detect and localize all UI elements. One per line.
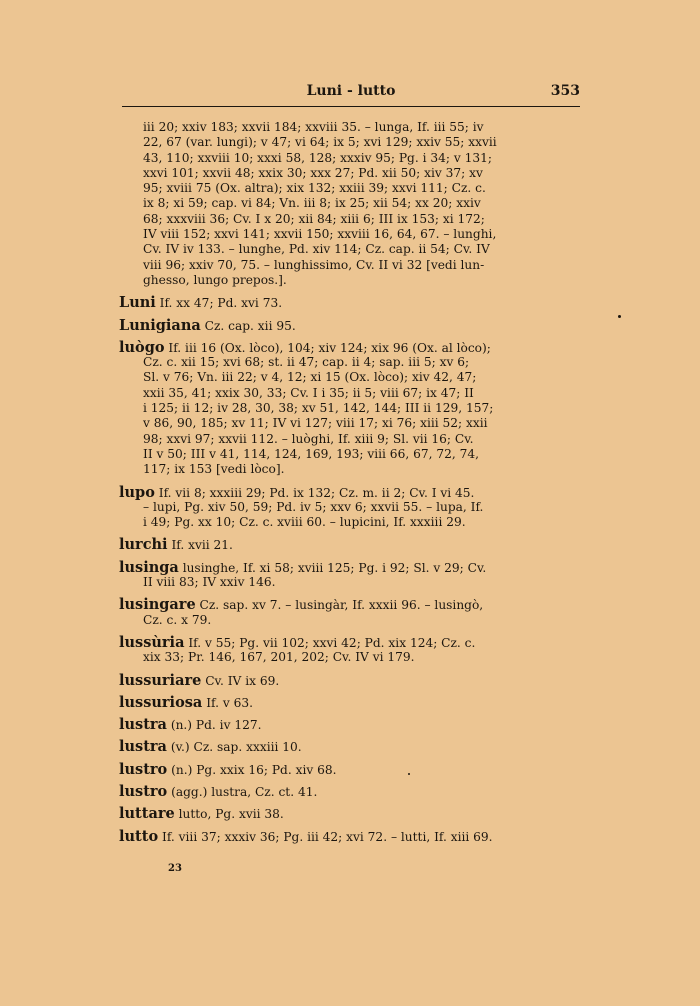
page-header <box>122 83 580 103</box>
entry-text: 68; xxxviii 36; Cv. I x 20; xii 84; xiii 6; III ix 153; xi 172; <box>143 211 485 226</box>
dictionary-entry <box>119 829 581 844</box>
entry-text: i 125; ii 12; iv 28, 30, 38; xv 51, 142, 144; III ii 129, 157; <box>143 401 494 416</box>
entry-text: xix 33; Pr. 146, 167, 201, 202; Cv. IV vi 179. <box>143 650 415 665</box>
entry-line <box>119 355 581 370</box>
dictionary-entry <box>119 485 581 531</box>
speck <box>618 315 621 318</box>
dictionary-entry <box>119 784 581 799</box>
headword: lurchi <box>119 537 168 553</box>
entry-text: v 86, 90, 185; xv 11; IV vi 127; viii 17; xi 76; xiii 52; xxii <box>143 416 488 431</box>
entry-line <box>119 650 581 665</box>
entry-line <box>119 739 581 754</box>
entry-text: Cv. IV iv 133. – lunghe, Pd. xiv 114; Cz. cap. ii 54; Cv. IV <box>143 242 490 257</box>
headword: luttare <box>119 806 175 822</box>
entry-line <box>119 258 581 273</box>
entry-line <box>119 515 581 530</box>
entry-line <box>119 462 581 477</box>
entry-line <box>119 673 581 688</box>
entry-text: II v 50; III v 41, 114, 124, 169, 193; viii 66, 67, 72, 74, <box>143 446 479 461</box>
entry-line <box>119 318 581 333</box>
entry-line <box>119 196 581 211</box>
entry-line <box>119 537 581 552</box>
entry-line <box>119 227 581 242</box>
dictionary-entry <box>119 318 581 333</box>
entry-line <box>119 575 581 590</box>
headword: Lunigiana <box>119 317 201 333</box>
entry-text: lutto, Pg. xvii 38. <box>178 807 284 822</box>
entry-text: ghesso, lungo prepos.]. <box>143 272 287 287</box>
entry-text: (n.) Pg. xxix 16; Pd. xiv 68. <box>171 762 337 777</box>
entry-text: Cz. c. xii 15; xvi 68; st. ii 47; cap. ii 4; sap. iii 5; xv 6; <box>143 355 470 370</box>
entry-line <box>119 370 581 385</box>
headword: lusinga <box>119 559 179 576</box>
headword: lustro <box>119 783 168 800</box>
headword: lussùria <box>119 634 185 651</box>
headword: luògo <box>119 339 165 356</box>
headword: lussuriosa <box>119 694 203 711</box>
entry-line <box>119 500 581 515</box>
entry-line <box>119 806 581 821</box>
entry-text: 43, 110; xxviii 10; xxxi 58, 128; xxxiv 95; Pg. i 34; v 131; <box>143 150 492 165</box>
entry-text: ix 8; xi 59; cap. vi 84; Vn. iii 8; ix 25; xii 54; xx 20; xxiv <box>143 196 481 211</box>
dictionary-entry <box>119 295 581 310</box>
entry-line <box>119 416 581 431</box>
entry-text: lusinghe, If. xi 58; xviii 125; Pg. i 92; Sl. v 29; Cv. <box>182 560 487 575</box>
entry-text: (v.) Cz. sap. xxxiii 10. <box>170 740 302 755</box>
entry-line <box>119 560 581 575</box>
entry-text: Cz. c. x 79. <box>143 612 212 627</box>
entry-text: If. xvii 21. <box>171 538 233 553</box>
dictionary-entry <box>119 806 581 821</box>
entry-line <box>119 784 581 799</box>
entry-line <box>119 151 581 166</box>
entry-line <box>119 717 581 732</box>
dictionary-entries <box>119 120 581 851</box>
entry-text: 22, 67 (var. lungi); v 47; vi 64; ix 5; xvi 129; xxiv 55; xxvii <box>143 135 497 150</box>
entry-text: II viii 83; IV xxiv 146. <box>143 575 276 590</box>
entry-text: If. viii 37; xxxiv 36; Pg. iii 42; xvi 72. – lutti, If. xiii 69. <box>162 829 493 844</box>
entry-line <box>119 829 581 844</box>
header-rule <box>122 106 580 107</box>
headword: Luni <box>119 295 156 311</box>
dictionary-entry <box>119 762 581 777</box>
entry-text: (agg.) lustra, Cz. ct. 41. <box>171 784 318 799</box>
entry-text: If. vii 8; xxxiii 29; Pd. ix 132; Cz. m. ii 2; Cv. I vi 45. <box>158 485 475 500</box>
headword: lupo <box>119 484 155 500</box>
dictionary-entry <box>119 560 581 591</box>
entry-line <box>119 273 581 288</box>
dictionary-entry <box>119 695 581 710</box>
entry-line <box>119 295 581 310</box>
dictionary-entry <box>119 635 581 666</box>
entry-line <box>119 447 581 462</box>
entry-line <box>119 120 581 135</box>
dictionary-entry <box>119 739 581 754</box>
headword: lustro <box>119 761 168 777</box>
entry-line <box>119 613 581 628</box>
speck <box>408 773 410 775</box>
entry-line <box>119 762 581 777</box>
entry-text: xxvi 101; xxvii 48; xxix 30; xxx 27; Pd. xii 50; xiv 37; xv <box>143 165 483 180</box>
entry-line <box>119 485 581 500</box>
entry-text: If. xx 47; Pd. xvi 73. <box>159 296 283 311</box>
dictionary-entry <box>119 597 581 628</box>
entry-text: If. iii 16 (Ox. lòco), 104; xiv 124; xix 96 (Ox. al lòco); <box>168 340 491 355</box>
dictionary-entry <box>119 120 581 288</box>
entry-text: viii 96; xxiv 70, 75. – lunghissimo, Cv. II vi 32 [vedi lun- <box>143 257 485 272</box>
entry-line <box>119 135 581 150</box>
running-title: Luni - lutto <box>306 83 396 99</box>
entry-text: (n.) Pd. iv 127. <box>170 718 262 733</box>
headword: lustra <box>119 717 167 733</box>
entry-text: – lupi, Pg. xiv 50, 59; Pd. iv 5; xxv 6; xxvii 55. – lupa, If. <box>143 499 484 514</box>
entry-line <box>119 695 581 710</box>
entry-text: If. v 63. <box>206 695 253 710</box>
page-number: 353 <box>550 83 580 99</box>
entry-line <box>119 181 581 196</box>
headword: lustra <box>119 739 167 755</box>
entry-line <box>119 166 581 181</box>
headword: lusingare <box>119 597 196 613</box>
dictionary-entry <box>119 537 581 552</box>
entry-text: Sl. v 76; Vn. iii 22; v 4, 12; xi 15 (Ox. lòco); xiv 42, 47; <box>143 370 477 385</box>
signature-mark: 23 <box>168 863 182 874</box>
dictionary-entry <box>119 717 581 732</box>
entry-line <box>119 242 581 257</box>
entry-line <box>119 340 581 355</box>
entry-text: xxii 35, 41; xxix 30, 33; Cv. I i 35; ii 5; viii 67; ix 47; II <box>143 385 474 400</box>
entry-line <box>119 432 581 447</box>
entry-text: 117; ix 153 [vedi lòco]. <box>143 462 285 477</box>
entry-text: Cz. cap. xii 95. <box>204 318 296 333</box>
entry-line <box>119 212 581 227</box>
entry-line <box>119 635 581 650</box>
entry-text: i 49; Pg. xx 10; Cz. c. xviii 60. – lupicini, If. xxxiii 29. <box>143 515 466 530</box>
entry-text: Cv. IV ix 69. <box>205 673 280 688</box>
entry-text: IV viii 152; xxvi 141; xxvii 150; xxviii 16, 64, 67. – lunghi, <box>143 227 497 242</box>
headword: lutto <box>119 828 159 844</box>
entry-text: If. v 55; Pg. vii 102; xxvi 42; Pd. xix 124; Cz. c. <box>188 635 476 650</box>
entry-line <box>119 597 581 612</box>
dictionary-entry <box>119 340 581 478</box>
entry-text: iii 20; xxiv 183; xxvii 184; xxviii 35. – lunga, If. iii 55; iv <box>143 120 484 134</box>
entry-text: Cz. sap. xv 7. – lusingàr, If. xxxii 96. – lusingò, <box>199 598 484 613</box>
dictionary-entry <box>119 673 581 688</box>
headword: lussuriare <box>119 672 202 688</box>
entry-text: 98; xxvi 97; xxvii 112. – luòghi, If. xiii 9; Sl. vii 16; Cv. <box>143 431 474 446</box>
entry-text: 95; xviii 75 (Ox. altra); xix 132; xxiii 39; xxvi 111; Cz. c. <box>143 181 486 196</box>
entry-line <box>119 401 581 416</box>
entry-line <box>119 386 581 401</box>
